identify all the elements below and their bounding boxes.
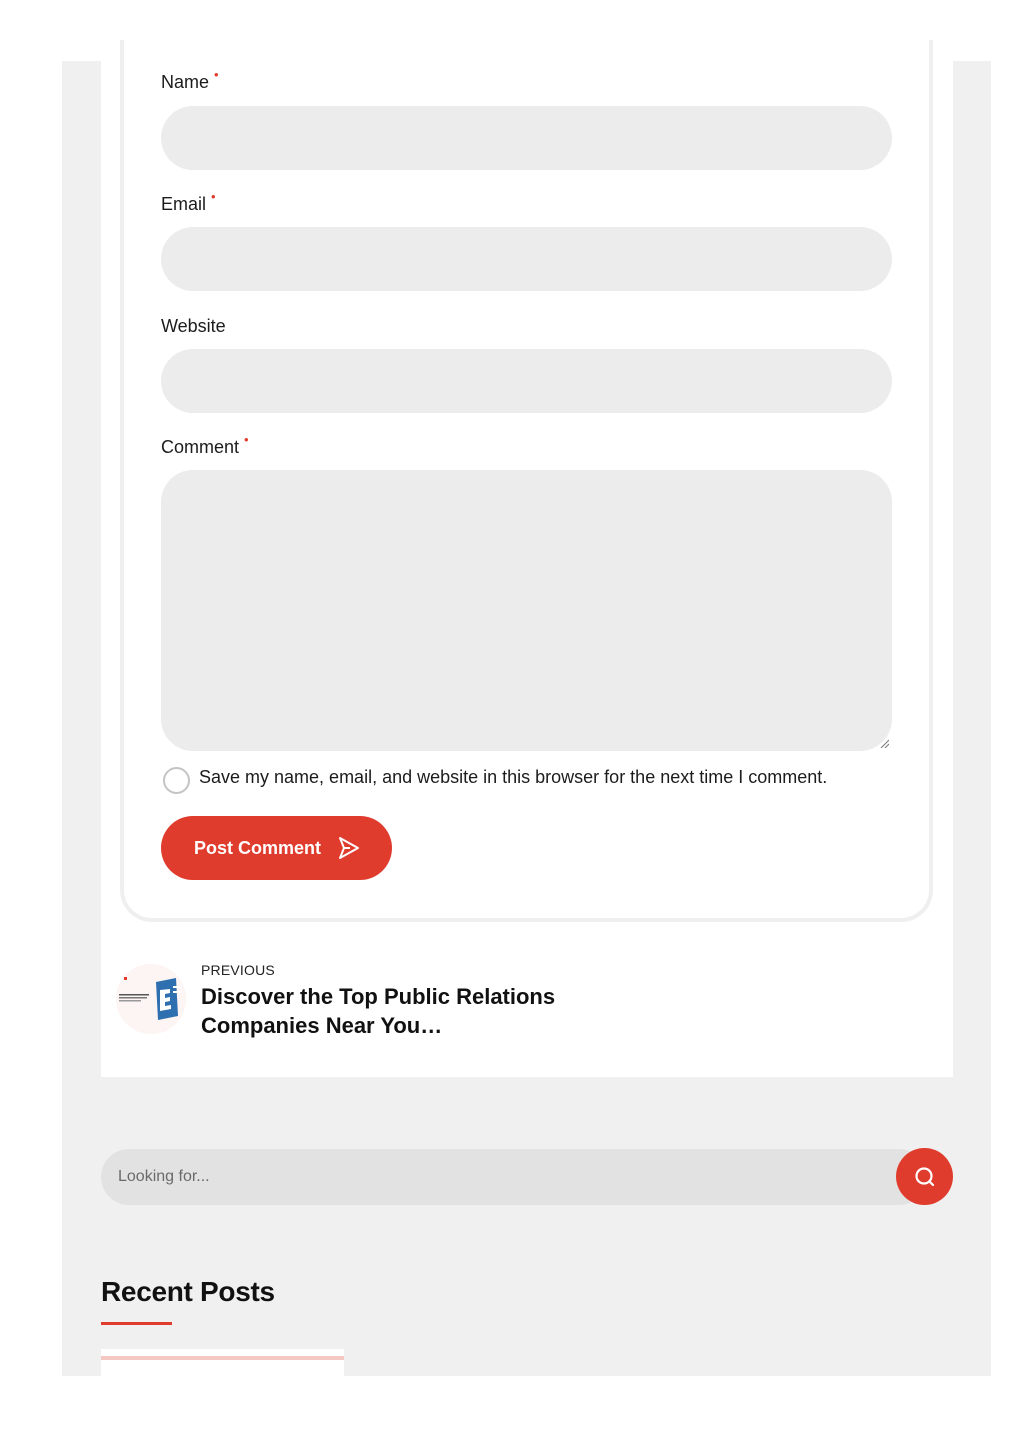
post-comment-label: Post Comment xyxy=(194,837,322,858)
name-field[interactable] xyxy=(161,106,892,170)
recent-post-card-accent xyxy=(101,1356,344,1360)
search-button[interactable] xyxy=(896,1148,953,1205)
post-comment-button[interactable] xyxy=(161,816,392,880)
website-field[interactable] xyxy=(161,349,892,413)
save-info-label: Save my name, email, and website in this browser for the next time I comment. xyxy=(199,767,828,787)
resize-handle-icon[interactable] xyxy=(879,738,889,748)
previous-post-caption: PREVIOUS xyxy=(201,962,275,978)
previous-post-thumbnail[interactable] xyxy=(116,964,186,1034)
post-thumbnail-icon xyxy=(116,964,186,1034)
search-icon xyxy=(914,1166,936,1188)
recent-posts-heading: Recent Posts xyxy=(101,1276,275,1307)
email-label: Email • xyxy=(161,189,216,214)
comment-label: Comment • xyxy=(161,432,249,457)
search-input[interactable] xyxy=(101,1149,927,1205)
recent-post-card[interactable] xyxy=(101,1349,344,1376)
email-field[interactable] xyxy=(161,227,892,291)
required-mark: • xyxy=(244,432,249,447)
save-info-checkbox[interactable] xyxy=(163,767,190,794)
website-label: Website xyxy=(161,316,226,336)
heading-underline xyxy=(101,1322,172,1325)
comment-textarea[interactable] xyxy=(161,470,892,751)
name-label: Name • xyxy=(161,67,219,92)
send-icon xyxy=(337,836,361,860)
previous-post-link[interactable]: Discover the Top Public Relations Companies Near You… xyxy=(201,984,556,1038)
required-mark: • xyxy=(214,67,219,82)
required-mark: • xyxy=(211,189,216,204)
